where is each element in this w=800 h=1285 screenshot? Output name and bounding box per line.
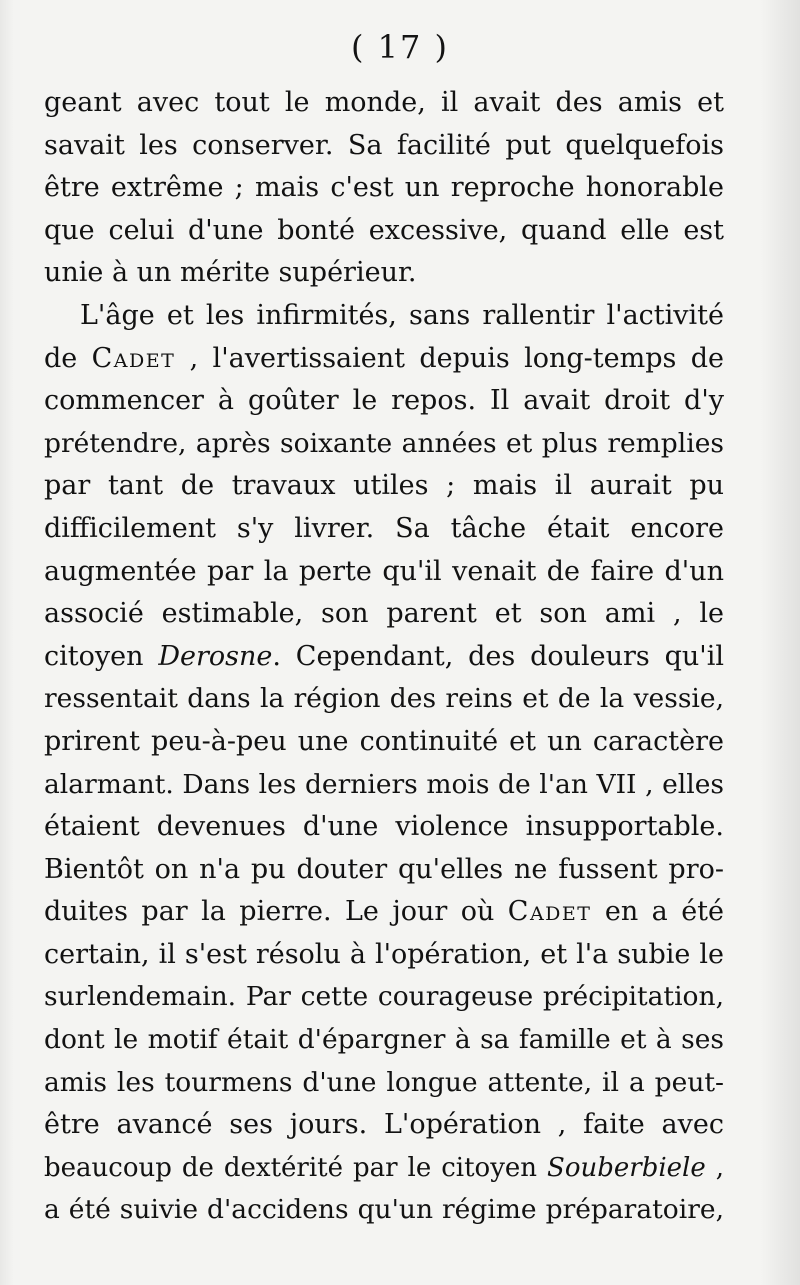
text-line: dont le motif était d'épargner à sa famille et à ses <box>44 1024 724 1056</box>
text-line: unie à un mérite supérieur. <box>44 257 417 289</box>
page-edge-shadow-left <box>0 0 14 1285</box>
text-line: difficilement s'y livrer. Sa tâche était encore <box>44 512 724 544</box>
text-line: associé estimable, son parent et son ami , le <box>44 598 724 630</box>
text-line <box>44 891 724 934</box>
text-line: Bientôt on n'a pu douter qu'elles ne fussent pro- <box>44 853 724 885</box>
text-line: être avancé ses jours. L'opération , faite avec <box>44 1109 724 1141</box>
text-line-content: citoyen Derosne. Cependant, des douleurs qu'il <box>44 640 724 672</box>
text-line: que celui d'une bonté excessive, quand elle est <box>44 214 724 246</box>
text-line: geant avec tout le monde, il avait des amis et <box>44 87 724 118</box>
text-line: être extrême ; mais c'est un reproche honorable <box>44 172 724 204</box>
text-line <box>44 636 724 679</box>
text-line: a été suivie d'accidens qu'un régime préparatoire, <box>44 1194 724 1226</box>
body-text <box>44 82 724 1232</box>
text-line: augmentée par la perte qu'il venait de faire d'un <box>44 555 724 587</box>
text-line: commencer à goûter le repos. Il avait droit d'y <box>44 385 724 417</box>
text-line <box>44 338 724 381</box>
text-line-content: duites par la pierre. Le jour où Cadet en a été <box>44 896 724 928</box>
page-edge-shadow-right <box>760 0 800 1285</box>
text-line: alarmant. Dans les derniers mois de l'an VII , elles <box>44 768 724 800</box>
text-line: amis les tourmens d'une longue attente, il a peut- <box>44 1066 724 1098</box>
text-line: surlendemain. Par cette courageuse précipitation, <box>44 981 724 1013</box>
text-line: certain, il s'est résolu à l'opération, et l'a subie le <box>44 938 724 970</box>
text-line: prétendre, après soixante années et plus remplies <box>44 427 724 459</box>
text-line: prirent peu-à-peu une continuité et un caractère <box>44 725 724 757</box>
page-number: ( 17 ) <box>350 28 450 66</box>
text-line <box>44 1147 724 1190</box>
text-line: ressentait dans la région des reins et de la vessie, <box>44 683 724 715</box>
text-line: savait les conserver. Sa facilité put quelquefois <box>44 129 724 161</box>
text-line-content: beaucoup de dextérité par le citoyen Souberbiele , <box>44 1152 724 1183</box>
text-line: L'âge et les infirmités, sans rallentir l'activité <box>80 299 724 331</box>
text-line-content: de Cadet , l'avertissaient depuis long-temps de <box>44 342 724 374</box>
text-line: par tant de travaux utiles ; mais il aurait pu <box>44 470 724 502</box>
text-line: étaient devenues d'une violence insupportable. <box>44 811 724 843</box>
